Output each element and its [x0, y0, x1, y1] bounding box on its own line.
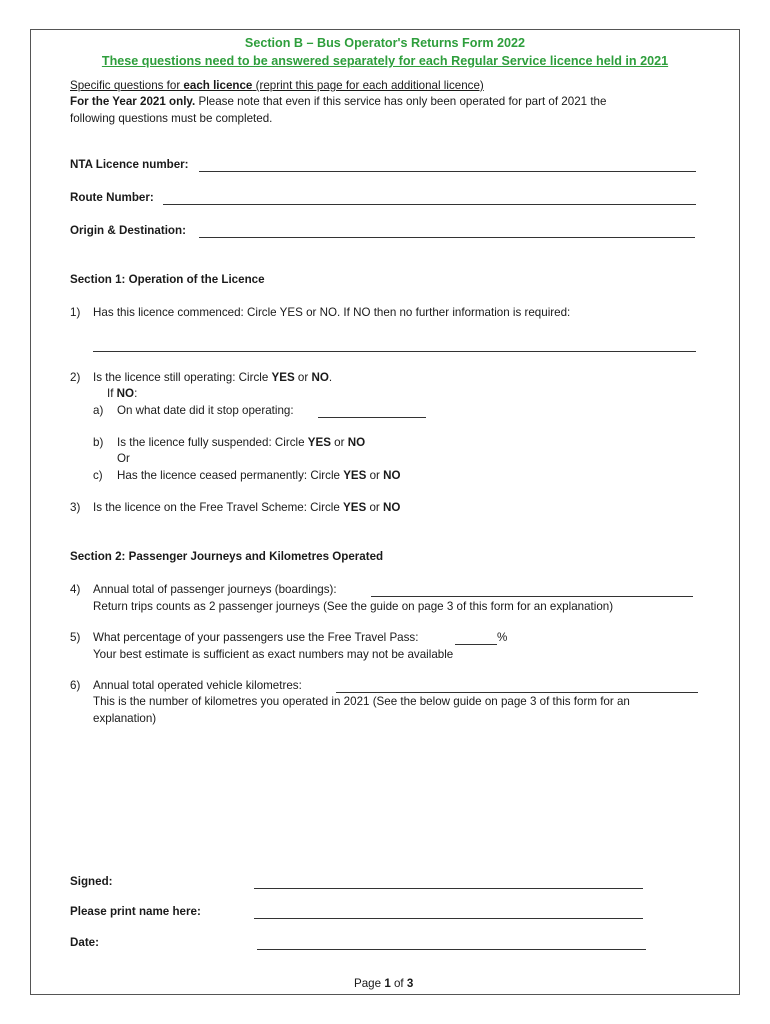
no-option[interactable]: NO [383, 469, 401, 482]
question-6-note-line-2: explanation) [93, 712, 157, 725]
free-travel-percentage-field[interactable] [455, 644, 497, 645]
question-6-note-line-1: This is the number of kilometres you operated in 2021 (See the below guide on page 3 of this form for an [93, 695, 630, 708]
signature-field[interactable] [254, 888, 643, 889]
intro-line-2 [70, 95, 606, 108]
question-2-text [93, 371, 332, 384]
total-pages: 3 [406, 977, 414, 990]
question-3-prompt: Is the licence on the Free Travel Scheme: Circle [93, 501, 344, 514]
question-2-number: 2) [70, 371, 81, 384]
question-2a-text: On what date did it stop operating: [117, 404, 294, 417]
question-5-text: What percentage of your passengers use the Free Travel Pass: [93, 631, 419, 644]
of-text: of [390, 977, 407, 990]
year-emphasis: For the Year 2021 only. [70, 95, 196, 108]
question-2c-text [117, 469, 401, 482]
no-option[interactable]: NO [311, 371, 329, 384]
yes-option[interactable]: YES [307, 436, 331, 449]
period: . [328, 371, 333, 384]
form-title: Section B – Bus Operator's Returns Form 2022 [244, 36, 526, 50]
question-1-answer-field[interactable] [93, 351, 696, 352]
no-option[interactable]: NO [383, 501, 401, 514]
or-separator: Or [117, 452, 130, 465]
colon: : [134, 387, 138, 400]
question-4-note: Return trips counts as 2 passenger journeys (See the guide on page 3 of this form for an explanation) [93, 600, 614, 613]
page-text: Page [354, 977, 385, 990]
or-text: or [366, 469, 384, 482]
nta-licence-field[interactable] [199, 171, 696, 172]
origin-destination-label: Origin & Destination: [70, 224, 186, 237]
percent-sign: % [497, 631, 508, 644]
intro-text: Specific questions for [70, 79, 184, 92]
question-3-number: 3) [70, 501, 81, 514]
current-page: 1 [384, 977, 391, 990]
question-1-text: Has this licence commenced: Circle YES or NO. If NO then no further information is required: [93, 306, 571, 319]
origin-destination-field[interactable] [199, 237, 695, 238]
page-number [354, 977, 413, 990]
stop-date-field[interactable] [318, 417, 426, 418]
yes-option[interactable]: YES [271, 371, 295, 384]
intro-emphasis: each licence [183, 79, 253, 92]
passenger-journeys-field[interactable] [371, 596, 693, 597]
route-number-label: Route Number: [70, 191, 154, 204]
vehicle-kilometres-field[interactable] [336, 692, 698, 693]
question-6-text: Annual total operated vehicle kilometres: [93, 679, 302, 692]
intro-line-3: following questions must be completed. [70, 112, 273, 125]
or-text: or [330, 436, 348, 449]
print-name-label: Please print name here: [70, 905, 201, 918]
if-no-emphasis: NO [116, 387, 135, 400]
signed-label: Signed: [70, 875, 113, 888]
nta-licence-label: NTA Licence number: [70, 158, 189, 171]
question-2c-number: c) [93, 469, 103, 482]
question-2c-prompt: Has the licence ceased permanently: Circle [117, 469, 344, 482]
question-2a-number: a) [93, 404, 104, 417]
route-number-field[interactable] [163, 204, 696, 205]
intro-line-1 [70, 79, 484, 92]
intro-text-end: (reprint this page for each additional licence) [252, 79, 484, 92]
yes-option[interactable]: YES [343, 501, 367, 514]
question-5-number: 5) [70, 631, 81, 644]
intro-note: Please note that even if this service has only been operated for part of 2021 the [195, 95, 607, 108]
question-2b-prompt: Is the licence fully suspended: Circle [117, 436, 308, 449]
if-no-label [107, 387, 137, 400]
question-4-number: 4) [70, 583, 81, 596]
section-1-heading: Section 1: Operation of the Licence [70, 273, 265, 286]
print-name-field[interactable] [254, 918, 643, 919]
question-2-prompt: Is the licence still operating: Circle [93, 371, 272, 384]
or-text: or [294, 371, 312, 384]
question-5-note: Your best estimate is sufficient as exact numbers may not be available [93, 648, 454, 661]
date-field[interactable] [257, 949, 646, 950]
date-label: Date: [70, 936, 99, 949]
or-text: or [366, 501, 383, 514]
yes-option[interactable]: YES [343, 469, 367, 482]
question-1-number: 1) [70, 306, 81, 319]
no-option[interactable]: NO [347, 436, 366, 449]
if-text: If [107, 387, 117, 400]
section-2-heading: Section 2: Passenger Journeys and Kilometres Operated [70, 550, 384, 563]
form-subtitle: These questions need to be answered separately for each Regular Service licence held in 2021 [101, 54, 669, 68]
question-4-text: Annual total of passenger journeys (boardings): [93, 583, 337, 596]
question-6-number: 6) [70, 679, 81, 692]
question-3-text [93, 501, 400, 514]
question-2b-text [117, 436, 365, 449]
question-2b-number: b) [93, 436, 104, 449]
